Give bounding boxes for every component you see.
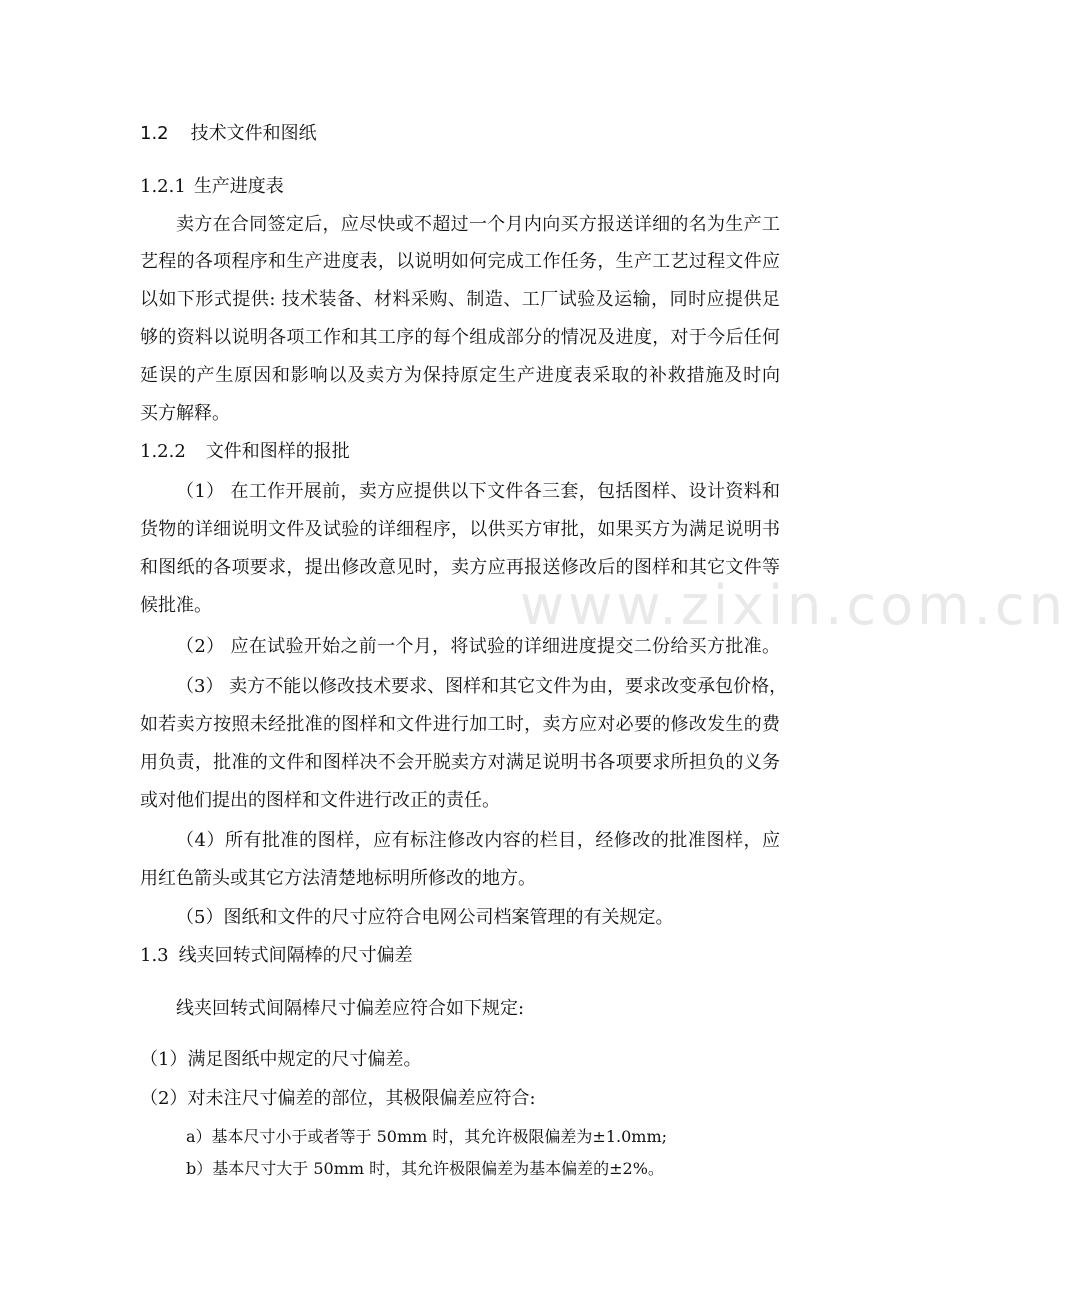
list-item-line: 用红色箭头或其它方法清楚地标明所修改的地方。 xyxy=(140,868,536,889)
section-title: 文件和图样的报批 xyxy=(205,441,350,462)
sub-item-line: a）基本尺寸小于或者等于 50mm 时，其允许极限偏差为±1.0mm; xyxy=(186,1127,668,1146)
list-item-line: 货物的详细说明文件及试验的详细程序，以供买方审批，如果买方为满足说明书 xyxy=(140,519,780,540)
section-number: 1.2.1 xyxy=(140,176,186,197)
list-item-line: （4）所有批准的图样，应有标注修改内容的栏目，经修改的批准图样，应 xyxy=(176,830,780,851)
paragraph-line: 够的资料以说明各项工作和其工序的每个组成部分的情况及进度，对于今后任何 xyxy=(140,327,780,348)
list-item-line: （1）满足图纸中规定的尺寸偏差。 xyxy=(140,1049,422,1070)
paragraph-line: 延误的产生原因和影响以及卖方为保持原定生产进度表采取的补救措施及时向 xyxy=(140,365,780,386)
paragraph-line: 线夹回转式间隔棒尺寸偏差应符合如下规定: xyxy=(176,998,525,1019)
list-item-line: （5）图纸和文件的尺寸应符合电网公司档案管理的有关规定。 xyxy=(176,907,674,928)
section-heading-1-2-1 xyxy=(140,175,284,199)
list-item-line: 用负责，批准的文件和图样决不会开脱卖方对满足说明书各项要求所担负的义务 xyxy=(140,752,780,773)
paragraph-line: 卖方在合同签定后，应尽快或不超过一个月内向买方报送详细的名为生产工 xyxy=(176,214,780,235)
section-title: 线夹回转式间隔棒的尺寸偏差 xyxy=(178,945,413,966)
list-item-line: （2）对未注尺寸偏差的部位，其极限偏差应符合: xyxy=(140,1088,536,1109)
list-item-line: 如若卖方按照未经批准的图样和文件进行加工时，卖方应对必要的修改发生的费 xyxy=(140,714,780,735)
list-item-line: （3） 卖方不能以修改技术要求、图样和其它文件为由，要求改变承包价格， xyxy=(176,676,788,697)
section-title: 生产进度表 xyxy=(193,176,284,197)
list-item-line: 候批准。 xyxy=(140,595,212,616)
section-number: 1.2.2 xyxy=(140,441,186,462)
section-heading-1-3 xyxy=(140,944,413,968)
section-heading-1-2-2 xyxy=(140,440,350,464)
watermark: www.zixin.com.cn xyxy=(520,574,1067,637)
list-item-line: （2） 应在试验开始之前一个月，将试验的详细进度提交二份给买方批准。 xyxy=(176,636,780,657)
section-number: 1.2 xyxy=(140,123,169,144)
paragraph-line: 买方解释。 xyxy=(140,403,230,424)
list-item-line: 和图纸的各项要求，提出修改意见时，卖方应再报送修改后的图样和其它文件等 xyxy=(140,557,780,578)
section-number: 1.3 xyxy=(140,945,169,966)
sub-item-line: b）基本尺寸大于 50mm 时，其允许极限偏差为基本偏差的±2%。 xyxy=(186,1159,664,1178)
list-item-line: 或对他们提出的图样和文件进行改正的责任。 xyxy=(140,790,500,811)
section-heading-1-2 xyxy=(140,122,317,146)
section-title: 技术文件和图纸 xyxy=(190,123,317,144)
paragraph-line: 以如下形式提供: 技术装备、材料采购、制造、工厂试验及运输，同时应提供足 xyxy=(140,289,780,310)
paragraph-line: 艺程的各项程序和生产进度表，以说明如何完成工作任务，生产工艺过程文件应 xyxy=(140,251,780,272)
list-item-line: （1） 在工作开展前，卖方应提供以下文件各三套，包括图样、设计资料和 xyxy=(176,481,780,502)
